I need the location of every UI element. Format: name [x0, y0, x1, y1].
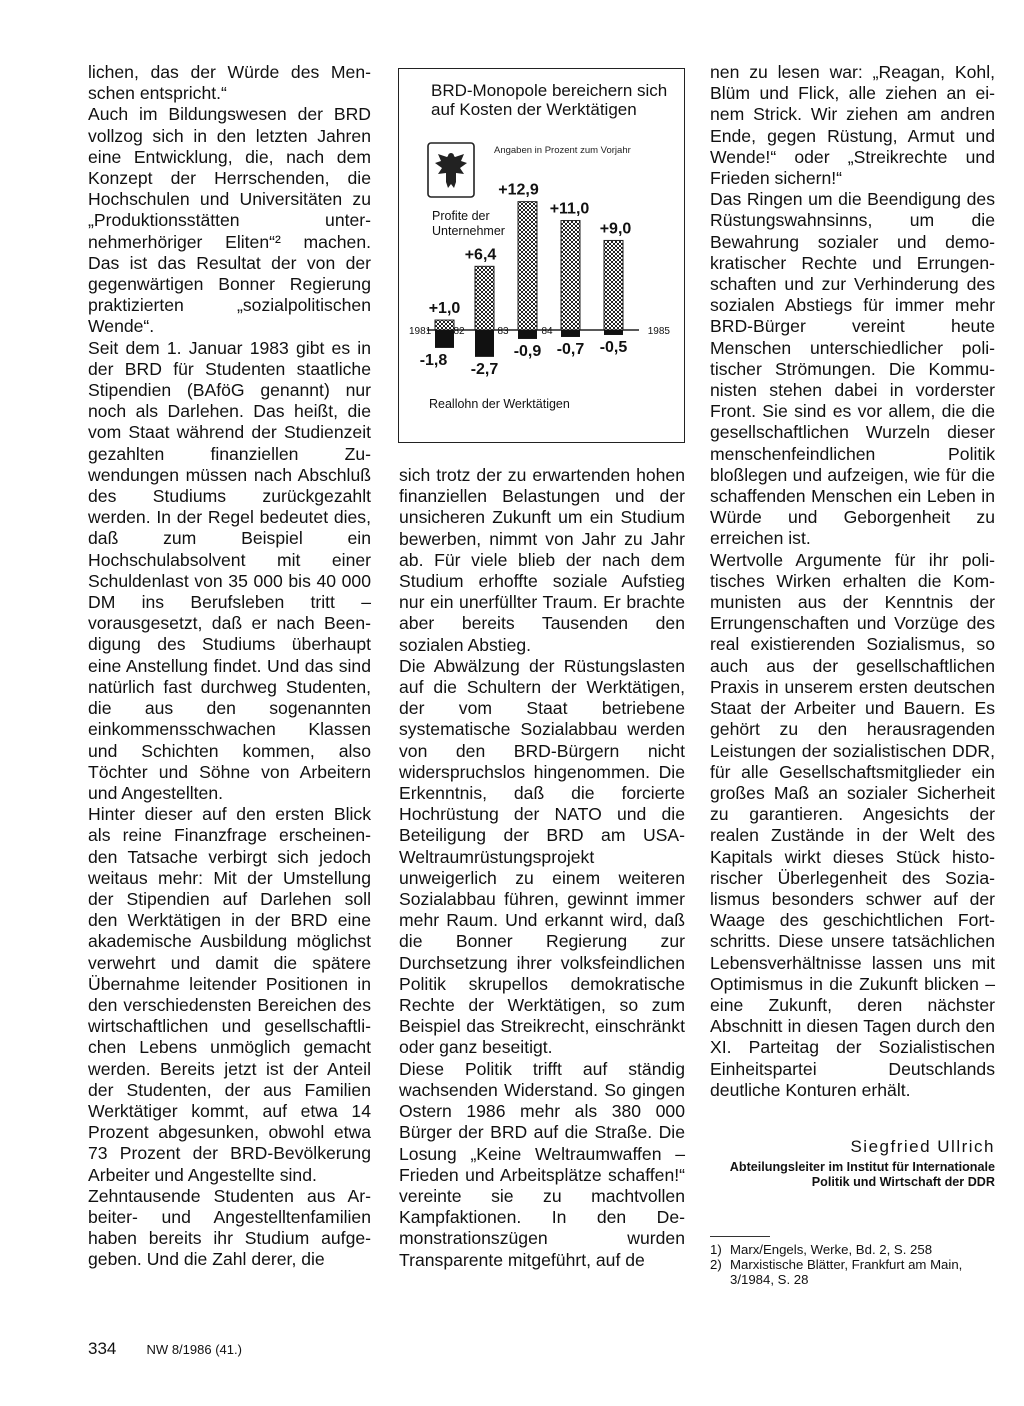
page-number: 334: [88, 1339, 117, 1358]
bar-label-wage: -0,9: [513, 342, 542, 360]
footnote-number: 2): [710, 1257, 722, 1272]
bar-label-wage: -1,8: [419, 351, 448, 369]
footnote-text: Marx/Engels, Werke, Bd. 2, S. 258: [730, 1242, 933, 1257]
bar-label-wage: -0,7: [556, 340, 585, 358]
article-column-1: [88, 62, 371, 1271]
chart-subtitle: Angaben in Prozent zum Vorjahr: [494, 145, 631, 156]
bar-label-profit: +1,0: [428, 300, 461, 318]
paragraph: sich trotz der zu erwartenden hohen finanziellen Belastungen und der unsicheren Zukunft um ein Studium bewerben, nimmt von Jahr zu Jahr ab. Für viele blieb der nach dem Studium erhoffte soziale Aufstieg nur ein unerfüllter Traum. Er brachte aber bereits Tausenden den sozialen Abstieg.: [399, 465, 685, 655]
paragraph: Diese Politik trifft auf ständig wachsenden Widerstand. So gingen Ostern 1986 mehr als 380 000 Bürger der BRD auf die Straße. Die Losung „Keine Weltraumwaffen – Frieden und Arbeitsplätze schaffen!“ vereinte sie zu machtvollen Kampfaktionen. In den Demonstrationszügen wurden Transparente mitgeführt, auf de: [399, 1058, 685, 1270]
paragraph: Das Ringen um die Beendigung des Rüstungswahnsinns, um die Bewahrung sozialer und demokratischer Rechte und Errungenschaften und zur Verhinderung des sozialen Abstiegs für immer mehr BRD-Bürger vereint heute Menschen unterschiedlicher politischer Strömungen. Die Kommunisten stehen dabei in vorderster Front. Sie sind es vor allem, die die gesellschaftlichen Wurzeln dieser menschenfeindlichen Politik bloßlegen und aufzeigen, wie für die schaffenden Menschen ein Leben in Würde und Geborgenheit zu erreichen ist.: [710, 189, 995, 549]
bar-wage-83: [518, 330, 537, 339]
category-label: 1985: [647, 326, 670, 337]
bar-wage-1985: [604, 330, 623, 335]
paragraph: Auch im Bildungswesen der BRD vollzog sich in den letzten Jahren eine Entwicklung, die, nach dem Konzept der Herrschenden, die Hochschulen und Universitäten zu „Produktionsstätten unternehmerhöriger Eliten“² machen. Das ist das Resultat der von der gegenwärtigen Bonner Regierung praktizierten „sozialpolitischen Wende“.: [88, 104, 371, 337]
paragraph: Wertvolle Argumente für ihr politisches Wirken erhalten die Kommunisten aus der Kenntnis der Errungenschaften und Vorzüge des real existierenden Sozialismus, so auch aus der gesellschaftlichen Praxis in unserem ersten deutschen Staat der Arbeiter und Bauern. Es gehört zu den herausragenden Leistungen der sozialistischen DDR, für alle Gesellschaftsmitglieder ein großes Maß an sozialer Sicherheit zu garantieren. Angesichts der realen Zustände in der Welt des Kapitals wirkt dieses Stück historischer Überlegenheit des Sozialismus besonders schwer auf der Waage des geschichtlichen Fortschritts. Diese unsere tatsächlichen Lebensverhältnisse lassen uns mit Optimismus in die Zukunft blicken – eine Zukunft, deren nächster Abschnitt in diesen Tagen durch den XI. Parteitag der Sozialistischen Einheitspartei Deutschlands deutliche Konturen erhält.: [710, 549, 995, 1100]
profit-series-label-line2: Unternehmer: [432, 224, 505, 238]
profit-series-label-line1: Profite der: [432, 209, 490, 223]
bar-label-profit: +6,4: [464, 246, 497, 264]
paragraph: nen zu lesen war: „Reagan, Kohl, Blüm und Flick, alle ziehen an einem Strick. Wir ziehen am andren Ende, gegen Rüstung, Armut und Wende!“ oder „Streikrechte und Frieden sichern!“: [710, 62, 995, 189]
page-footer: [88, 1339, 242, 1359]
bar-profit-84: [561, 221, 580, 330]
footnote-text: Marxistische Blätter, Frankfurt am Main, 3/1984, S. 28: [730, 1257, 963, 1287]
chart-svg: [399, 69, 686, 444]
category-label: 82: [453, 326, 465, 337]
bar-profit-82: [475, 266, 494, 330]
footnotes: [710, 1242, 1000, 1287]
bar-label-wage: -0,5: [599, 338, 628, 356]
bar-profit-83: [518, 202, 537, 330]
bar-label-profit: +11,0: [549, 200, 590, 218]
wage-series-label: Reallohn der Werktätigen: [429, 397, 570, 411]
bar-profit-1985: [604, 240, 623, 330]
author-signature: [710, 1136, 995, 1189]
article-column-3: [710, 62, 995, 1101]
paragraph: Seit dem 1. Januar 1983 gibt es in der BRD für Studenten staatliche Stipendien (BAföG genannt) nur noch als Darlehen. Das heißt, die vom Staat während der Studienzeit gezahlten finanziellen Zuwendungen müssen nach Abschluß des Studiums zurückgezahlt werden. In der Regel bedeutet dies, daß zum Beispiel ein Hochschulabsolvent mit einer Schuldenlast von 35 000 bis 40 000 DM ins Berufsleben tritt – vorausgesetzt, daß er nach Beendigung des Studiums überhaupt eine Anstellung findet. Und das sind natürlich fast durchweg Studenten, die aus den sogenannten einkommensschwachen Klassen und Schichten kommen, also Töchter und Söhne von Arbeitern und Angestellten.: [88, 337, 371, 803]
bar-profit-1981: [435, 320, 454, 330]
bar-wage-82: [475, 330, 494, 357]
footnote: [710, 1257, 1000, 1287]
footnote-divider: [710, 1236, 770, 1237]
author-name: Siegfried Ullrich: [850, 1137, 995, 1156]
bar-label-wage: -2,7: [470, 360, 499, 378]
chart-box: [398, 68, 685, 443]
bar-label-profit: +12,9: [498, 181, 539, 199]
paragraph: Die Abwälzung der Rüstungslasten auf die Schultern der Werktätigen, der vom Staat betriebene systematische Sozialabbau werden von den BRD-Bürgern nicht widerspruchslos hingenommen. Die Erkenntnis, daß die forcierte Hochrüstung der NATO und die Beteiligung der BRD am USA-Weltraumrüstungsprojekt unweigerlich zu einem weiteren Sozialabbau führen, gewinnt immer mehr Raum. Und erkannt wird, daß die Bonner Regierung zur Durchsetzung ihrer volksfeindlichen Politik skrupellos demokratische Rechte der Werktätigen, so zum Beispiel das Streikrecht, einschränkt oder ganz beseitigt.: [399, 655, 685, 1058]
article-column-2: [399, 465, 685, 1271]
paragraph: Zehntausende Studenten aus Arbeiter- und Angestelltenfamilien haben bereits ihr Studium aufgegeben. Und die Zahl derer, die: [88, 1185, 371, 1270]
author-role: Abteilungsleiter im Institut für Internationale Politik und Wirtschaft der DDR: [729, 1160, 995, 1189]
category-label: 84: [541, 326, 553, 337]
footnote-number: 1): [710, 1242, 722, 1257]
eagle-icon: [428, 143, 474, 197]
paragraph: Hinter dieser auf den ersten Blick als reine Finanzfrage erscheinenden Tatsache verbirgt sich jedoch weitaus mehr: Mit der Umstellung der Stipendien auf Darlehen soll den Werktätigen in der BRD eine akademische Ausbildung möglichst verwehrt und damit die spätere Übernahme leitender Positionen in den verschiedensten Bereichen des wirtschaftlichen und gesellschaftlichen Lebens unmöglich gemacht werden. Bereits jetzt ist der Anteil der Studenten, der aus Familien Werktätiger kommt, auf etwa 14 Prozent abgesunken, obwohl etwa 73 Prozent der BRD-Bevölkerung Arbeiter und Angestellte sind.: [88, 804, 371, 1185]
bar-label-profit: +9,0: [599, 220, 632, 238]
footnote: [710, 1242, 1000, 1257]
bar-wage-1981: [435, 330, 454, 348]
issue-reference: NW 8/1986 (41.): [146, 1342, 242, 1357]
chart-title: BRD-Monopole bereichern sich auf Kosten der Werktätigen: [431, 81, 668, 119]
paragraph: lichen, das der Würde des Menschen entspricht.“: [88, 62, 371, 104]
bar-wage-84: [561, 330, 580, 337]
category-label: 1981: [409, 326, 432, 337]
category-label: 83: [497, 326, 509, 337]
